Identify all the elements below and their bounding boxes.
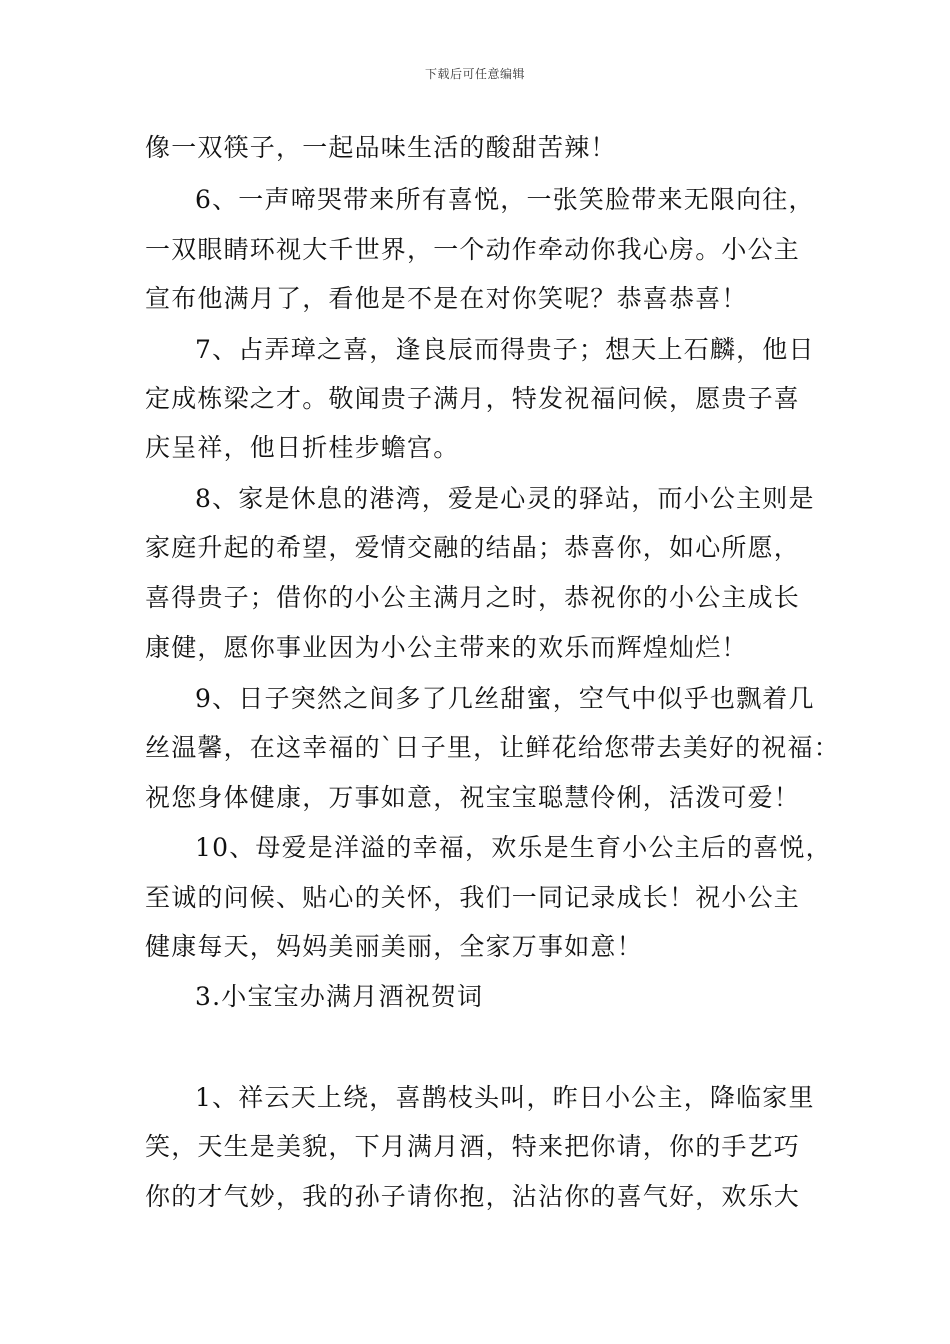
- paragraph-8-line-2: 家庭升起的希望，爱情交融的结晶；恭喜你，如心所愿，: [145, 533, 801, 562]
- paragraph-9-line-1: 9、日子突然之间多了几丝甜蜜，空气中似乎也飘着几: [195, 684, 815, 713]
- paragraph-10-line-2: 至诚的问候、贴心的关怀，我们一同记录成长！祝小公主: [145, 883, 801, 912]
- paragraph-6-line-3: 宣布他满月了，看他是不是在对你笑呢？恭喜恭喜！: [145, 284, 748, 313]
- paragraph-7-line-3: 庆呈祥，他日折桂步蟾宫。: [145, 433, 460, 462]
- section-paragraph-1-line-1: 1、祥云天上绕，喜鹊枝头叫，昨日小公主，降临家里: [195, 1083, 815, 1112]
- page-header: 下载后可任意编辑: [424, 67, 525, 81]
- paragraph-6-line-2: 一双眼睛环视大千世界，一个动作牵动你我心房。小公主: [145, 235, 801, 264]
- paragraph-10-line-1: 10、母爱是洋溢的幸福，欢乐是生育小公主后的喜悦，: [195, 833, 832, 862]
- paragraph-7-line-1: 7、占弄璋之喜，逢良辰而得贵子；想天上石麟，他日: [195, 335, 815, 364]
- paragraph-7-line-2: 定成栋梁之才。敬闻贵子满月，特发祝福问候，愿贵子喜: [145, 384, 801, 413]
- paragraph-9-line-3: 祝您身体健康，万事如意，祝宝宝聪慧伶俐，活泼可爱！: [145, 783, 801, 812]
- paragraph-8-line-3: 喜得贵子；借你的小公主满月之时，恭祝你的小公主成长: [145, 583, 801, 612]
- section-paragraph-1-line-3: 你的才气妙，我的孙子请你抱，沾沾你的喜气好，欢乐大: [145, 1182, 801, 1211]
- paragraph-6-line-1: 6、一声啼哭带来所有喜悦，一张笑脸带来无限向往，: [195, 185, 815, 214]
- paragraph-9-line-2: 丝温馨，在这幸福的`日子里，让鲜花给您带去美好的祝福：: [145, 733, 840, 762]
- body-line: 像一双筷子，一起品味生活的酸甜苦辣！: [145, 133, 617, 162]
- section-paragraph-1-line-2: 笑，天生是美貌，下月满月酒，特来把你请，你的手艺巧: [145, 1132, 801, 1161]
- section-heading: 3.小宝宝办满月酒祝贺词: [195, 982, 484, 1011]
- paragraph-8-line-1: 8、家是休息的港湾，爱是心灵的驿站，而小公主则是: [195, 484, 815, 513]
- paragraph-8-line-4: 康健，愿你事业因为小公主带来的欢乐而辉煌灿烂！: [145, 633, 748, 662]
- paragraph-10-line-3: 健康每天，妈妈美丽美丽，全家万事如意！: [145, 932, 643, 961]
